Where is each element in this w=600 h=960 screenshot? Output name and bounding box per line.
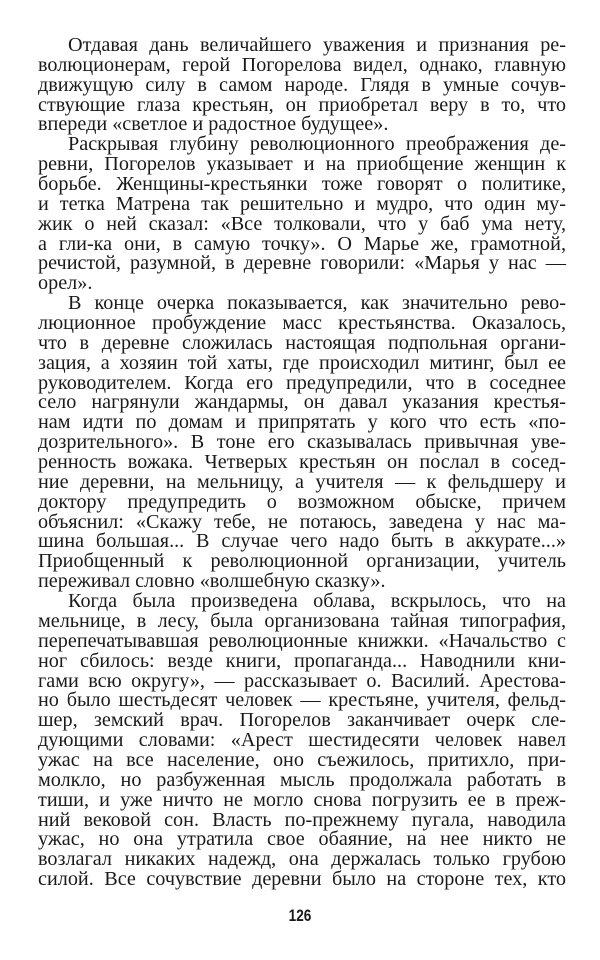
paragraph-first-line: Когда была произведена облава, вскрылось, что на bbox=[68, 590, 566, 613]
text-line: зация, а хозяин той хаты, где происходил митинг, был ее bbox=[38, 351, 566, 374]
text-line: ствующие глаза крестьян, он приобретал веру в то, что bbox=[38, 93, 566, 116]
page-body bbox=[38, 36, 566, 890]
text-line: дующими словами: «Арест шестидесяти человек навел bbox=[38, 729, 566, 752]
text-line: село нагрянули жандармы, он давал указания крестья- bbox=[38, 391, 566, 414]
paragraph-first-line: В конце очерка показывается, как значительно рево- bbox=[68, 292, 566, 315]
text-line: шер, земский врач. Погорелов заканчивает очерк сле- bbox=[38, 709, 566, 732]
text-line: волюционерам, герой Погорелова видел, однако, главную bbox=[38, 53, 566, 76]
text-line: возлагал никаких надежд, она держалась только грубою bbox=[38, 848, 566, 871]
text-line: орел». bbox=[38, 272, 93, 295]
text-line: люционное пробуждение масс крестьянства. Оказалось, bbox=[38, 312, 566, 335]
text-line: нам идти по домам и припрятать у кого что есть «по- bbox=[38, 411, 566, 434]
text-line: тиши, и уже ничто не могло снова погрузить ее в преж- bbox=[38, 788, 566, 811]
text-line: гами всю округу», — рассказывает о. Василий. Арестова- bbox=[38, 669, 566, 692]
text-line: ужас на все население, оно съежилось, притихло, при- bbox=[38, 748, 566, 771]
text-line: перепечатывавшая революционные книжки. «Начальство с bbox=[38, 629, 566, 652]
text-line: руководителем. Когда его предупредили, что в соседнее bbox=[38, 371, 566, 394]
text-line: впереди «светлое и радостное будущее». bbox=[38, 113, 389, 136]
paragraph-first-line: Отдавая дань величайшего уважения и признания ре- bbox=[68, 34, 566, 56]
text-line: ренность вожака. Четверых крестьян он послал в сосед- bbox=[38, 451, 566, 474]
text-line: переживал словно «волшебную сказку». bbox=[38, 570, 386, 593]
text-line: ний вековой сон. Власть по-прежнему пугала, наводила bbox=[38, 808, 566, 831]
text-line: что в деревне сложилась настоящая подпольная органи- bbox=[38, 331, 566, 354]
text-line: ние деревни, на мельницу, а учителя — к фельдшеру и bbox=[38, 470, 566, 493]
text-line: объяснил: «Скажу тебе, не потаюсь, заведена у нас ма- bbox=[38, 510, 566, 533]
text-line: борьбе. Женщины-крестьянки тоже говорят о политике, bbox=[38, 173, 566, 196]
text-line: ужас, но она утратила свое обаяние, на нее никто не bbox=[38, 828, 566, 851]
text-line: речистой, разумной, в деревне говорили: «Марья у нас — bbox=[38, 252, 566, 275]
page-number: 126 bbox=[288, 906, 312, 925]
paragraph-first-line: Раскрывая глубину революционного преображения де- bbox=[68, 133, 566, 156]
text-line: и тетка Матрена так решительно и мудро, что один му- bbox=[38, 192, 566, 215]
text-line: дозрительного». В тоне его сказывалась привычная уве- bbox=[38, 431, 566, 454]
text-line: мельнице, в лесу, была организована тайная типография, bbox=[38, 609, 566, 632]
text-line: а гли-ка они, в самую точку». О Марье же, грамотной, bbox=[38, 232, 566, 255]
text-line: доктору предупредить о возможном обыске, причем bbox=[38, 490, 566, 513]
text-line: шина большая... В случае чего надо быть в аккурате...» bbox=[38, 530, 566, 553]
text-line: но было шестьдесят человек — крестьяне, учителя, фельд- bbox=[38, 689, 566, 712]
text-line: жик о ней сказал: «Все толковали, что у баб ума нету, bbox=[38, 212, 566, 235]
text-line: ревни, Погорелов указывает и на приобщение женщин к bbox=[38, 153, 566, 176]
text-line: молкло, но разбуженная мысль продолжала работать в bbox=[38, 768, 566, 791]
text-line: ног сбилось: везде книги, пропаганда... Наводнили кни- bbox=[38, 649, 566, 672]
text-line: движущую силу в самом народе. Глядя в умные сочув- bbox=[38, 73, 566, 96]
text-line: Приобщенный к революционной организации, учитель bbox=[38, 550, 566, 573]
text-line: силой. Все сочувствие деревни было на стороне тех, кто bbox=[38, 868, 566, 891]
